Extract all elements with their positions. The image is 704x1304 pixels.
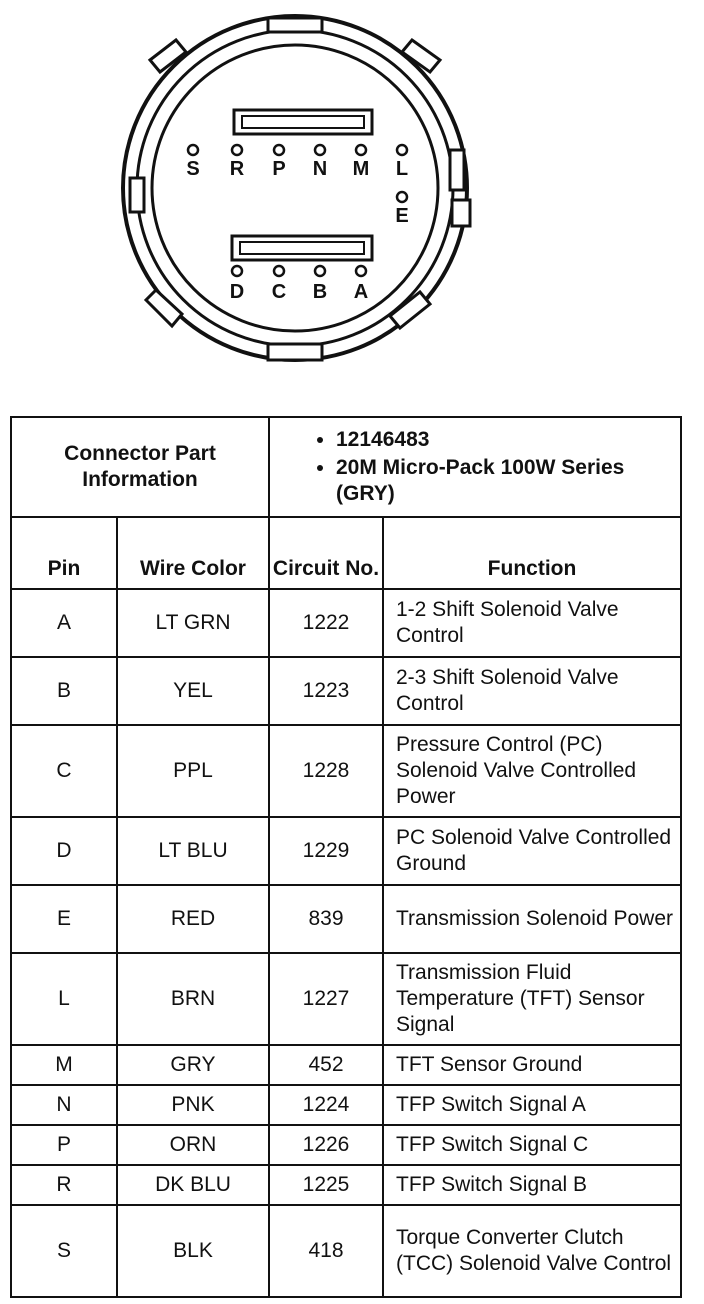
part-info-row — [11, 417, 681, 517]
pin-hole-top-3 — [315, 145, 325, 155]
table-row — [11, 657, 681, 725]
circuit-number-cell: 1229 — [269, 817, 383, 885]
pin-cell: S — [11, 1205, 117, 1297]
table-row — [11, 1085, 681, 1125]
right-key — [450, 150, 464, 190]
pin-label-bottom-3: A — [353, 281, 369, 303]
function-cell: TFT Sensor Ground — [383, 1045, 681, 1085]
wire-color-cell: ORN — [117, 1125, 269, 1165]
table-row — [11, 817, 681, 885]
part-numbers-list — [310, 427, 680, 508]
wire-color-cell: LT BLU — [117, 817, 269, 885]
function-cell: PC Solenoid Valve Controlled Ground — [383, 817, 681, 885]
left-upper-rib — [150, 40, 186, 72]
function-cell: 1-2 Shift Solenoid Valve Control — [383, 589, 681, 657]
pin-label-top-4: M — [352, 158, 370, 180]
pin-cell: E — [11, 885, 117, 953]
pin-cell: B — [11, 657, 117, 725]
right-latch — [452, 200, 470, 226]
wire-color-cell: DK BLU — [117, 1165, 269, 1205]
circuit-number-cell: 1223 — [269, 657, 383, 725]
function-cell: Transmission Solenoid Power — [383, 885, 681, 953]
circuit-number-cell: 1222 — [269, 589, 383, 657]
pin-cell: N — [11, 1085, 117, 1125]
pin-label-bottom-2: B — [312, 281, 328, 303]
connector-face — [152, 45, 438, 331]
column-header-row — [11, 517, 681, 589]
pin-hole-top-5 — [397, 145, 407, 155]
circuit-number-cell: 452 — [269, 1045, 383, 1085]
pin-label-top-1: R — [229, 158, 245, 180]
table-row — [11, 885, 681, 953]
left-lower-rib — [146, 290, 182, 326]
left-key — [130, 178, 144, 212]
table-row — [11, 1165, 681, 1205]
wire-color-cell: BLK — [117, 1205, 269, 1297]
pin-label-top-5: L — [395, 158, 409, 180]
pinout-table — [10, 416, 682, 1298]
circuit-number-cell: 418 — [269, 1205, 383, 1297]
pin-hole-bottom-1 — [274, 266, 284, 276]
part-number-item: • 12146483 — [336, 427, 680, 453]
pin-hole-bottom-0 — [232, 266, 242, 276]
pin-cell: C — [11, 725, 117, 817]
pin-label-bottom-0: D — [229, 281, 245, 303]
pin-cell: P — [11, 1125, 117, 1165]
pin-cell: M — [11, 1045, 117, 1085]
function-cell: 2-3 Shift Solenoid Valve Control — [383, 657, 681, 725]
pinout-table-body — [11, 589, 681, 1297]
function-cell: TFP Switch Signal B — [383, 1165, 681, 1205]
column-header-wire-color: Wire Color — [117, 517, 269, 589]
wire-color-cell: BRN — [117, 953, 269, 1045]
table-row — [11, 953, 681, 1045]
pin-hole-bottom-2 — [315, 266, 325, 276]
upper-terminal-slot — [234, 110, 372, 134]
part-numbers-cell — [269, 417, 681, 517]
pin-label-bottom-1: C — [271, 281, 287, 303]
pin-label-top-2: P — [272, 158, 286, 180]
pin-label-top-0: S — [186, 158, 200, 180]
function-cell: TFP Switch Signal A — [383, 1085, 681, 1125]
part-number-item: • 20M Micro-Pack 100W Series (GRY) — [336, 455, 680, 508]
table-row — [11, 1045, 681, 1085]
pin-label-side: E — [395, 205, 409, 227]
wire-color-cell: PNK — [117, 1085, 269, 1125]
wire-color-cell: GRY — [117, 1045, 269, 1085]
pin-cell: D — [11, 817, 117, 885]
connector-face-drawing — [0, 0, 704, 390]
pin-hole-top-2 — [274, 145, 284, 155]
circuit-number-cell: 1225 — [269, 1165, 383, 1205]
table-row — [11, 725, 681, 817]
table-row — [11, 1205, 681, 1297]
table-row — [11, 1125, 681, 1165]
table-row — [11, 589, 681, 657]
pin-hole-top-1 — [232, 145, 242, 155]
function-cell: Pressure Control (PC) Solenoid Valve Controlled Power — [383, 725, 681, 817]
top-lock-tab — [268, 18, 322, 32]
column-header-function: Function — [383, 517, 681, 589]
pin-cell: A — [11, 589, 117, 657]
pin-cell: L — [11, 953, 117, 1045]
pin-hole-top-0 — [188, 145, 198, 155]
circuit-number-cell: 1228 — [269, 725, 383, 817]
right-upper-rib — [402, 40, 440, 72]
circuit-number-cell: 1226 — [269, 1125, 383, 1165]
column-header-pin: Pin — [11, 517, 117, 589]
pin-hole-bottom-3 — [356, 266, 366, 276]
bottom-lock-tab — [268, 344, 322, 360]
function-cell: Transmission Fluid Temperature (TFT) Sensor Signal — [383, 953, 681, 1045]
circuit-number-cell: 1224 — [269, 1085, 383, 1125]
lower-terminal-slot — [232, 236, 372, 260]
connector-diagram — [0, 0, 704, 390]
wire-color-cell: YEL — [117, 657, 269, 725]
pin-hole-side — [397, 192, 407, 202]
wire-color-cell: RED — [117, 885, 269, 953]
circuit-number-cell: 839 — [269, 885, 383, 953]
wire-color-cell: LT GRN — [117, 589, 269, 657]
pin-hole-top-4 — [356, 145, 366, 155]
pin-label-top-3: N — [312, 158, 328, 180]
wire-color-cell: PPL — [117, 725, 269, 817]
function-cell: TFP Switch Signal C — [383, 1125, 681, 1165]
pin-cell: R — [11, 1165, 117, 1205]
part-info-label: Connector Part Information — [11, 417, 269, 517]
circuit-number-cell: 1227 — [269, 953, 383, 1045]
column-header-circuit: Circuit No. — [269, 517, 383, 589]
function-cell: Torque Converter Clutch (TCC) Solenoid Valve Control — [383, 1205, 681, 1297]
